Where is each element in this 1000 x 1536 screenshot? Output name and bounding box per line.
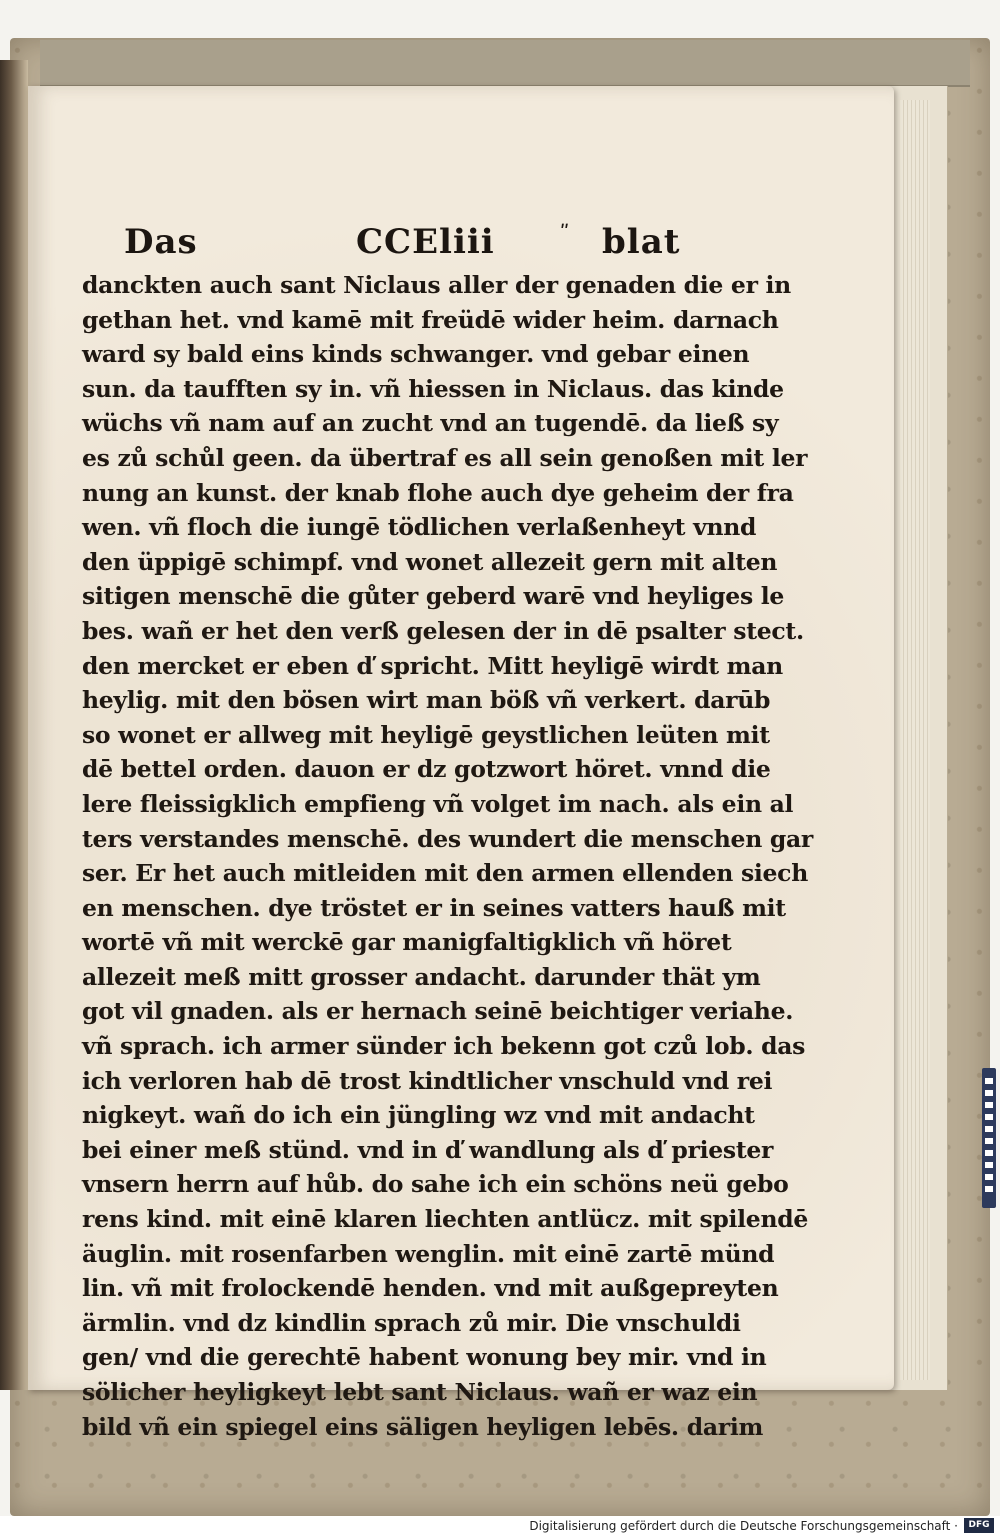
running-head bbox=[124, 222, 724, 268]
text-line: heylig. mit den bösen wirt man böß vñ verkert. darūb bbox=[82, 686, 771, 715]
text-line: nigkeyt. wañ do ich ein jüngling wz vnd mit andacht bbox=[82, 1101, 755, 1130]
text-line: gen/ vnd die gerechtē habent wonung bey mir. vnd in bbox=[82, 1343, 767, 1372]
text-line: wen. vñ floch die iungē tödlichen verlaßenheyt vnnd bbox=[82, 513, 757, 542]
running-head-right: blat bbox=[602, 222, 681, 262]
footer-bar bbox=[0, 1516, 1000, 1536]
text-line: rens kind. mit einē klaren liechten antlücz. mit spilendē bbox=[82, 1205, 809, 1234]
text-line: ich verloren hab dē trost kindtlicher vnschuld vnd rei bbox=[82, 1066, 773, 1095]
text-line: wüchs vñ nam auf an zucht vnd an tugendē. da ließ sy bbox=[82, 409, 779, 438]
folio-number: CCEliii bbox=[356, 222, 495, 262]
text-line: den mercket er eben ď spricht. Mitt heyligē wirdt man bbox=[82, 651, 783, 680]
text-line: got vil gnaden. als er hernach seinē beichtiger veriahe. bbox=[82, 997, 794, 1026]
body-text bbox=[82, 268, 813, 1444]
text-line: ters verstandes menschē. des wundert die menschen gar bbox=[82, 824, 813, 853]
page-edges-inner bbox=[900, 100, 930, 1380]
running-head-left: Das bbox=[124, 222, 198, 262]
text-line: gethan het. vnd kamē mit freüdē wider heim. darnach bbox=[82, 305, 779, 334]
text-line: nung an kunst. der knab flohe auch dye geheim der fra bbox=[82, 478, 794, 507]
text-line: vnsern herrn auf hůb. do sahe ich ein schöns neü gebo bbox=[82, 1170, 789, 1199]
text-line: so wonet er allweg mit heyligē geystlichen leüten mit bbox=[82, 720, 770, 749]
funding-credit: Digitalisierung gefördert durch die Deutsche Forschungsgemeinschaft · bbox=[529, 1519, 958, 1533]
text-line: allezeit meß mitt grosser andacht. darunder thät ym bbox=[82, 962, 761, 991]
dfg-logo: DFG bbox=[964, 1518, 994, 1533]
text-line: dē bettel orden. dauon er dz gotzwort höret. vnnd die bbox=[82, 755, 771, 784]
text-line: bild vñ ein spiegel eins säligen heyligen lebēs. darim bbox=[82, 1412, 764, 1441]
text-line: ser. Er het auch mitleiden mit den armen ellenden siech bbox=[82, 859, 808, 888]
text-line: äuglin. mit rosenfarben wenglin. mit einē zartē münd bbox=[82, 1239, 775, 1268]
text-line: danckten auch sant Niclaus aller der genaden die er in bbox=[82, 271, 791, 299]
text-line: wortē vñ mit werckē gar manigfaltigklich vñ höret bbox=[82, 928, 732, 957]
signature-mark: ʺ bbox=[560, 222, 571, 243]
text-line: sölicher heyligkeyt lebt sant Niclaus. wañ er waz ein bbox=[82, 1378, 758, 1406]
text-line: ward sy bald eins kinds schwanger. vnd gebar einen bbox=[82, 340, 750, 369]
text-line: vñ sprach. ich armer sünder ich bekenn got czů lob. das bbox=[82, 1032, 806, 1061]
text-line: sitigen menschē die gůter geberd warē vnd heyliges le bbox=[82, 582, 785, 611]
text-line: lin. vñ mit frolockendē henden. vnd mit außgepreyten bbox=[82, 1274, 779, 1303]
text-line: lere fleissigklich empfieng vñ volget im nach. als ein al bbox=[82, 789, 794, 818]
text-line: en menschen. dye tröstet er in seines vatters hauß mit bbox=[82, 893, 786, 922]
text-line: bes. wañ er het den verß gelesen der in dē psalter stect. bbox=[82, 616, 804, 645]
text-line: es zů schůl geen. da übertraf es all sein genoßen mit ler bbox=[82, 443, 808, 472]
scan-marker-tab bbox=[982, 1068, 996, 1208]
text-line: den üppigē schimpf. vnd wonet allezeit gern mit alten bbox=[82, 547, 778, 576]
text-line: bei einer meß stünd. vnd in ď wandlung als ď priester bbox=[82, 1135, 774, 1164]
book-spine bbox=[0, 60, 28, 1390]
cover-top-edge bbox=[40, 40, 970, 87]
text-line: ärmlin. vnd dz kindlin sprach zů mir. Die vnschuldi bbox=[82, 1308, 741, 1337]
text-line: sun. da taufften sy in. vñ hiessen in Niclaus. das kinde bbox=[82, 374, 784, 403]
